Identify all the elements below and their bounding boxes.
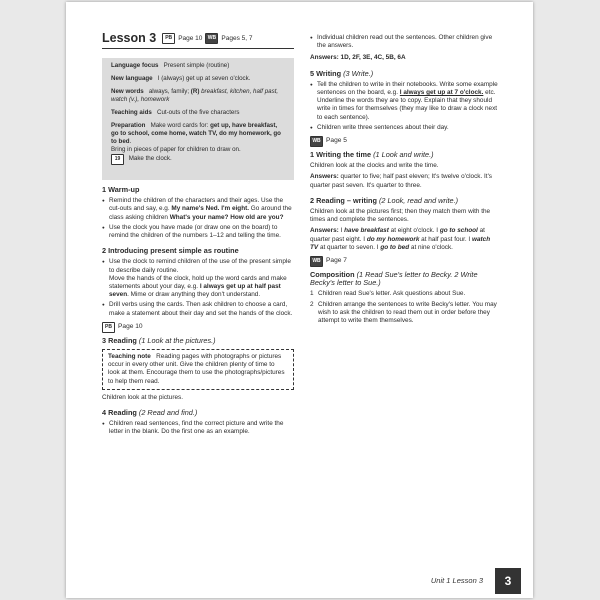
right-column	[310, 34, 500, 327]
workbook-page-5-ref: WB Page 5	[310, 136, 500, 147]
list-item: ● Children write three sentences about their day.	[310, 124, 500, 132]
list-item: 2 Children arrange the sentences to write Becky's letter. You may wish to ask the children to read them out in order before they attempt to write them themselves.	[310, 300, 497, 325]
pupils-book-page-ref: PB Page 10	[102, 322, 294, 333]
pupils-book-icon: PB	[102, 322, 115, 333]
list-item: ● Tell the children to write in their notebooks. Write some example sentences on the board, e.g. I always get up at 7 o'clock. etc. Underline the words they are to copy. Explain that they should write in times for themselves (they may like to draw a clock next to each sentence).	[310, 81, 500, 122]
section-writing-time-title: 1 Writing the time (1 Look and write.)	[310, 150, 434, 160]
section-reading-title: 3 Reading (1 Look at the pictures.)	[102, 335, 216, 345]
workbook-pages: Pages 5, 7	[221, 34, 253, 42]
new-words: New words always, family; (R) breakfast, kitchen, half past, watch (v.), homework	[111, 88, 279, 103]
preparation-extra: Bring in pieces of paper for children to draw on.	[111, 146, 241, 153]
new-language: New language I (always) get up at seven o'clock.	[111, 75, 251, 82]
workbook-icon: WB	[205, 33, 218, 44]
document-page	[66, 2, 533, 598]
header-rule	[102, 48, 294, 49]
teaching-note-box: Teaching note Reading pages with photographs or pictures occur in every other unit. Give the children plenty of time to look at them. Encourage them to use the photographs/pictures to help them read.	[102, 349, 294, 390]
list-item: ● Individual children read out the sentences. Other children give the answers.	[310, 34, 500, 50]
language-focus: Language focus Present simple (routine)	[111, 62, 230, 69]
workbook-icon: WB	[310, 136, 323, 147]
list-item: ● Use the clock you have made (or draw one on the board) to remind the children of the numbers 1–12 and telling the time.	[102, 224, 294, 240]
list-item: ● Use the clock to remind children of the use of the present simple to describe daily routine. Move the hands of the clock, hold up the word cards and make statements about your day, e.g. I always get up at half past seven. Mime or draw anything they don't understand.	[102, 258, 294, 299]
section-reading-find-title: 4 Reading (2 Read and find.)	[102, 408, 198, 418]
page-number: 3	[495, 568, 521, 594]
lesson-header	[102, 31, 252, 45]
footer-label: Unit 1 Lesson 3	[430, 576, 483, 585]
preparation-clock: 19 Make the clock.	[111, 154, 285, 165]
pupils-book-icon: PB	[162, 33, 175, 44]
section-warm-up-title: 1 Warm-up	[102, 185, 140, 194]
reading-instruction: Children look at the pictures.	[102, 393, 183, 401]
workbook-page-7-ref: WB Page 7	[310, 256, 500, 267]
section-reading-writing-title: 2 Reading – writing (2 Look, read and write.)	[310, 195, 459, 205]
preparation: Preparation Make word cards for: get up, have breakfast, go to school, come home, watch TV, do my homework, go to bed.	[111, 122, 281, 145]
answers-3: Answers: I have breakfast at eight o'clock. I go to school at quarter past eight. I do my homework at half past four. I watch TV at quarter to seven. I go to bed at nine o'clock.	[310, 227, 491, 251]
cutout-icon: 19	[111, 154, 124, 165]
list-item: ● Drill verbs using the cards. Then ask children to choose a card, make a statement about their day and set the hands of the clock.	[102, 301, 294, 317]
workbook-icon: WB	[310, 256, 323, 267]
pupils-book-pages: Page 10	[178, 34, 203, 42]
section-writing-title: 5 Writing (3 Write.)	[310, 68, 374, 78]
reading-writing-text: Children look at the pictures first; then they match them with the times and complete the sentences.	[310, 208, 491, 224]
teaching-aids: Teaching aids Cut-outs of the five characters	[111, 109, 240, 116]
left-column	[102, 186, 294, 439]
lesson-info-box	[102, 58, 294, 180]
list-item: ● Children read sentences, find the correct picture and write the letter in the blank. Do the first one as an example.	[102, 420, 294, 436]
answers-2: Answers: quarter to five; half past eleven; It's twelve o'clock. It's quarter past seven. It's quarter to three.	[310, 173, 492, 189]
list-item: 1 Children read Sue's letter. Ask questions about Sue.	[310, 290, 466, 298]
section-composition-title: Composition (1 Read Sue's letter to Becky. 2 Write Becky's letter to Sue.)	[310, 270, 478, 288]
lesson-title: Lesson 3	[102, 31, 157, 45]
list-item: ● Remind the children of the characters and their ages. Use the cut-outs and say, e.g. My name's Ned. I'm eight. Go around the class asking children What's your name? How old are you?	[102, 197, 294, 222]
writing-time-text: Children look at the clocks and write the time.	[310, 162, 439, 170]
section-introducing-title: 2 Introducing present simple as routine	[102, 246, 239, 256]
answers-1: Answers: 1D, 2F, 3E, 4C, 5B, 6A	[310, 54, 406, 62]
